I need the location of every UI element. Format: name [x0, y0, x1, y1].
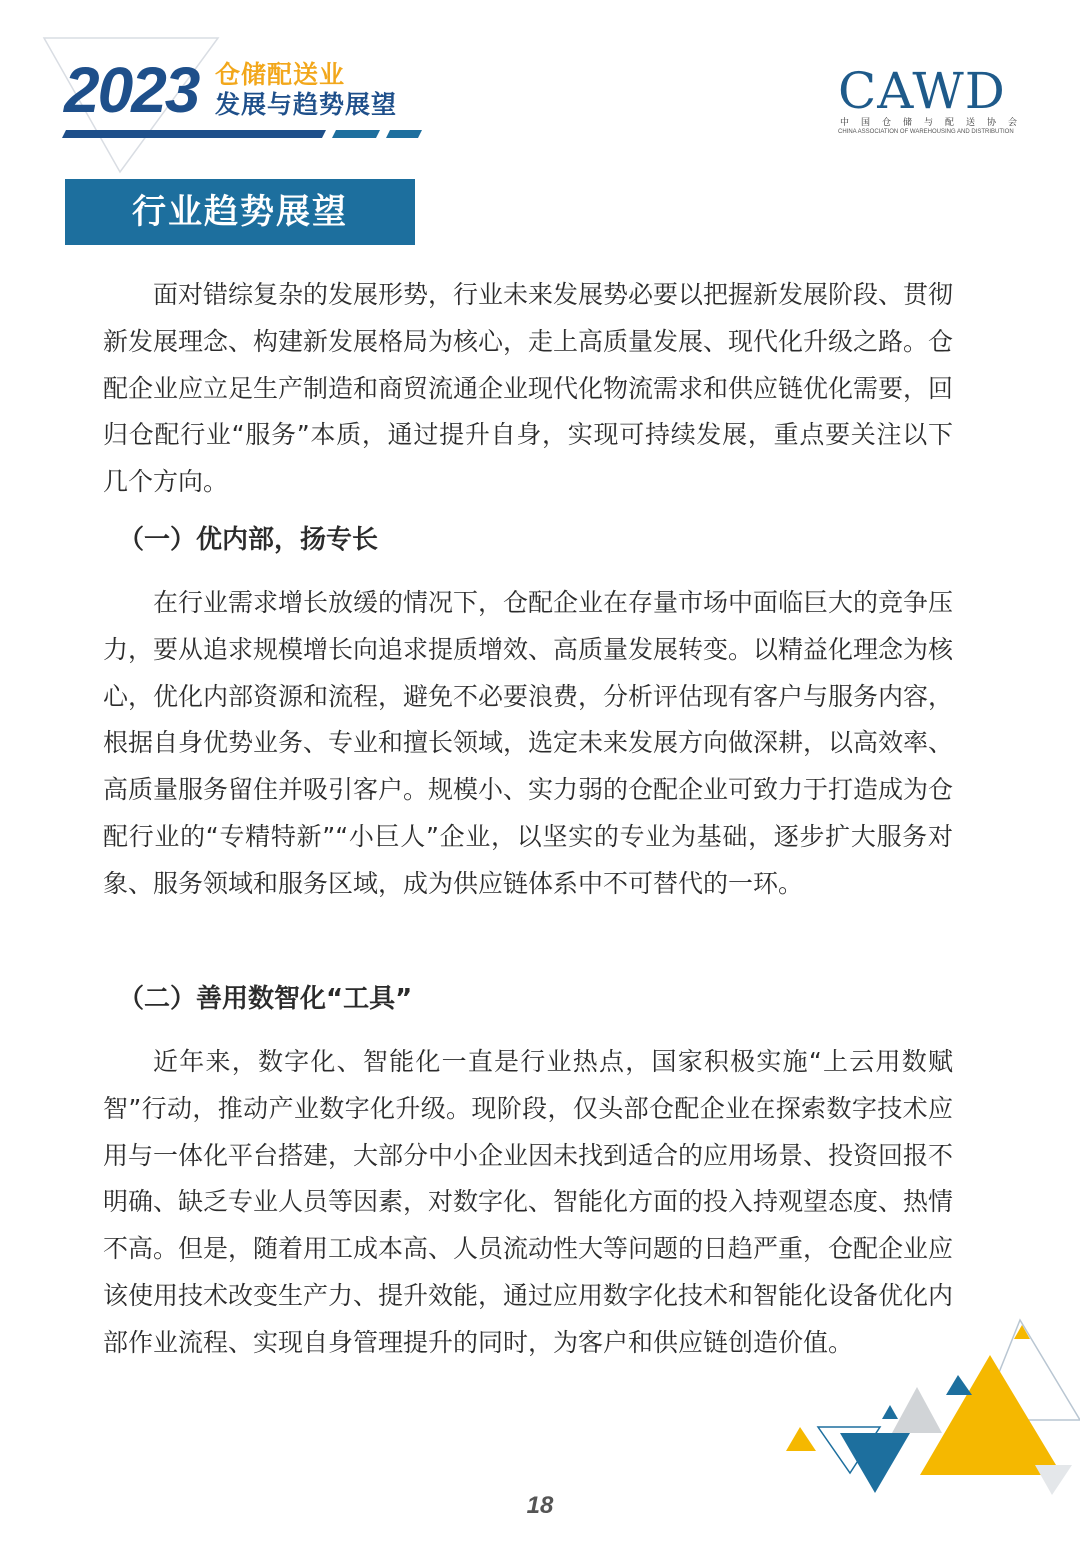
cawd-logo-wordmark: CAWD	[838, 62, 1006, 120]
section-banner	[65, 179, 415, 245]
header-title-line2: 发展与趋势展望	[215, 90, 398, 119]
paragraph-2: 近年来，数字化、智能化一直是行业热点，国家积极实施“上云用数赋智”行动，推动产业数字化升级。现阶段，仅头部仓配企业在探索数字技术应用与一体化平台搭建，大部分中小企业因未找到适合的应用场景、投资回报不明确、缺乏专业人员等因素，对数字化、智能化方面的投入持观望态度、热情不高。但是，随着用工成本高、人员流动性大等问题的日趋严重，仓配企业应该使用技术改变生产力、提升效能，通过应用数字化技术和智能化设备优化内部作业流程、实现自身管理提升的同时，为客户和供应链创造价值。	[103, 1047, 954, 1357]
section-title: 行业趋势展望	[132, 192, 348, 232]
header-year: 2023	[64, 54, 199, 126]
subheading-2: （二）善用数智化“工具”	[118, 984, 413, 1014]
page-number: 18	[526, 1492, 554, 1519]
cawd-logo-chinese: 中国仓储与配送协会	[840, 118, 1030, 128]
paragraph-1: 在行业需求增长放缓的情况下，仓配企业在存量市场中面临巨大的竞争压力，要从追求规模增长向追求提质增效、高质量发展转变。以精益化理念为核心，优化内部资源和流程，避免不必要浪费，分析评估现有客户与服务内容，根据自身优势业务、专业和擅长领域，选定未来发展方向做深耕，以高效率、高质量服务留住并吸引客户。规模小、实力弱的仓配企业可致力于打造成为仓配行业的“专精特新”“小巨人”企业，以坚实的专业为基础，逐步扩大服务对象、服务领域和服务区域，成为供应链体系中不可替代的一环。	[103, 588, 954, 898]
subheading-1: （一）优内部，扬专长	[118, 525, 379, 555]
header-stripes-decoration	[62, 130, 424, 140]
header-title-line1: 仓储配送业	[215, 60, 346, 89]
triangles-decoration	[780, 1315, 1080, 1495]
intro-paragraph: 面对错综复杂的发展形势，行业未来发展势必要以把握新发展阶段、贯彻新发展理念、构建新发展格局为核心，走上高质量发展、现代化升级之路。仓配企业应立足生产制造和商贸流通企业现代化物流需求和供应链优化需要，回归仓配行业“服务”本质，通过提升自身，实现可持续发展，重点要关注以下几个方向。	[103, 280, 954, 497]
cawd-logo-english: CHINA ASSOCIATION OF WAREHOUSING AND DISTRIBUTION	[838, 129, 1014, 135]
